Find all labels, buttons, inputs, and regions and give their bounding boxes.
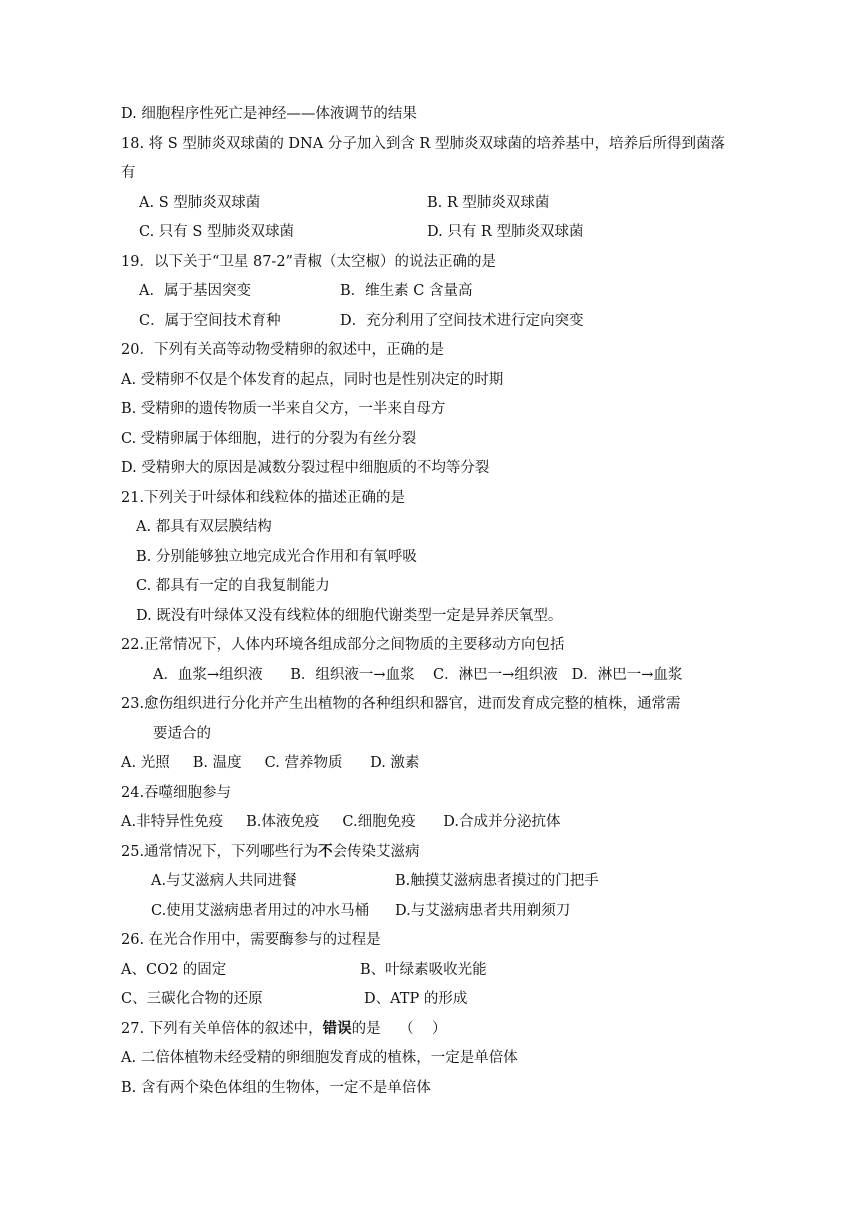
q21-stem: 21.下列关于叶绿体和线粒体的描述正确的是 [121, 490, 406, 506]
q18-stem-cont: 有 [121, 165, 136, 181]
q23-stem: 23.愈伤组织进行分化并产生出植物的各种组织和器官，进而发育成完整的植株，通常需 [121, 696, 681, 712]
q26-option-c: C、三碳化合物的还原 [121, 991, 263, 1007]
q23-stem-cont: 要适合的 [153, 726, 211, 742]
q27-option-b: B. 含有两个染色体组的生物体，一定不是单倍体 [121, 1080, 431, 1096]
q18-option-d: D. 只有 R 型肺炎双球菌 [427, 224, 584, 240]
q25-stem-pre: 25.通常情况下，下列哪些行为 [121, 844, 319, 860]
q21-option-a: A. 都具有双层膜结构 [136, 519, 272, 535]
q25-stem-emphasis: 不 [318, 843, 333, 860]
q20-stem: 20．下列有关高等动物受精卵的叙述中，正确的是 [121, 342, 444, 358]
q20-option-a: A. 受精卵不仅是个体发育的起点，同时也是性别决定的时期 [121, 372, 504, 388]
q22-stem: 22.正常情况下，人体内环境各组成部分之间物质的主要移动方向包括 [121, 637, 565, 653]
q19-option-c: C．属于空间技术育种 [139, 313, 281, 329]
q25-stem [121, 842, 420, 862]
q24-options: A.非特异性免疫 B.体液免疫 C.细胞免疫 D.合成并分泌抗体 [121, 814, 561, 830]
q17-option-d: D. 细胞程序性死亡是神经——体液调节的结果 [121, 106, 417, 122]
q27-option-a: A. 二倍体植物未经受精的卵细胞发育成的植株，一定是单倍体 [121, 1050, 518, 1066]
q25-option-b: B.触摸艾滋病患者摸过的门把手 [395, 873, 599, 889]
q18-option-a: A. S 型肺炎双球菌 [139, 195, 261, 211]
q20-option-c: C. 受精卵属于体细胞，进行的分裂为有丝分裂 [121, 431, 417, 447]
q27-stem [121, 1019, 447, 1039]
q22-options: A．血浆→组织液 B．组织液一→血浆 C．淋巴一→组织液 D．淋巴一→血浆 [153, 667, 683, 683]
q19-option-a: A．属于基因突变 [139, 283, 251, 299]
q21-option-c: C. 都具有一定的自我复制能力 [136, 578, 330, 594]
q21-option-d: D. 既没有叶绿体又没有线粒体的细胞代谢类型一定是异养厌氧型。 [136, 608, 563, 624]
q19-stem: 19．以下关于“卫星 87-2”青椒（太空椒）的说法正确的是 [121, 254, 496, 270]
q26-stem: 26. 在光合作用中，需要酶参与的过程是 [121, 932, 381, 948]
q25-option-d: D.与艾滋病患者共用剃须刀 [395, 903, 571, 919]
q25-option-c: C.使用艾滋病患者用过的冲水马桶 [151, 903, 370, 919]
q20-option-b: B. 受精卵的遗传物质一半来自父方，一半来自母方 [121, 401, 446, 417]
q24-stem: 24.吞噬细胞参与 [121, 785, 232, 801]
q21-option-b: B. 分别能够独立地完成光合作用和有氧呼吸 [136, 549, 417, 565]
q19-option-d: D．充分利用了空间技术进行定向突变 [340, 313, 584, 329]
q18-option-c: C. 只有 S 型肺炎双球菌 [139, 224, 294, 240]
q25-stem-post: 会传染艾滋病 [332, 844, 420, 860]
q26-option-d: D、ATP 的形成 [364, 991, 468, 1007]
q26-option-a: A、CO2 的固定 [121, 962, 227, 978]
q27-stem-pre: 27. 下列有关单倍体的叙述中， [121, 1021, 323, 1037]
q27-stem-emphasis: 错误 [322, 1020, 352, 1037]
q20-option-d: D. 受精卵大的原因是减数分裂过程中细胞质的不均等分裂 [121, 460, 490, 476]
q23-options: A. 光照 B. 温度 C. 营养物质 D. 激素 [121, 755, 420, 771]
q18-stem: 18. 将 S 型肺炎双球菌的 DNA 分子加入到含 R 型肺炎双球菌的培养基中，培养后所得到菌落 [121, 136, 725, 152]
q27-stem-post: 的是 （ ） [351, 1021, 447, 1037]
q26-option-b: B、叶绿素吸收光能 [360, 962, 487, 978]
q19-option-b: B．维生素 C 含量高 [340, 283, 473, 299]
q18-option-b: B. R 型肺炎双球菌 [427, 195, 550, 211]
q25-option-a: A.与艾滋病人共同进餐 [151, 873, 297, 889]
